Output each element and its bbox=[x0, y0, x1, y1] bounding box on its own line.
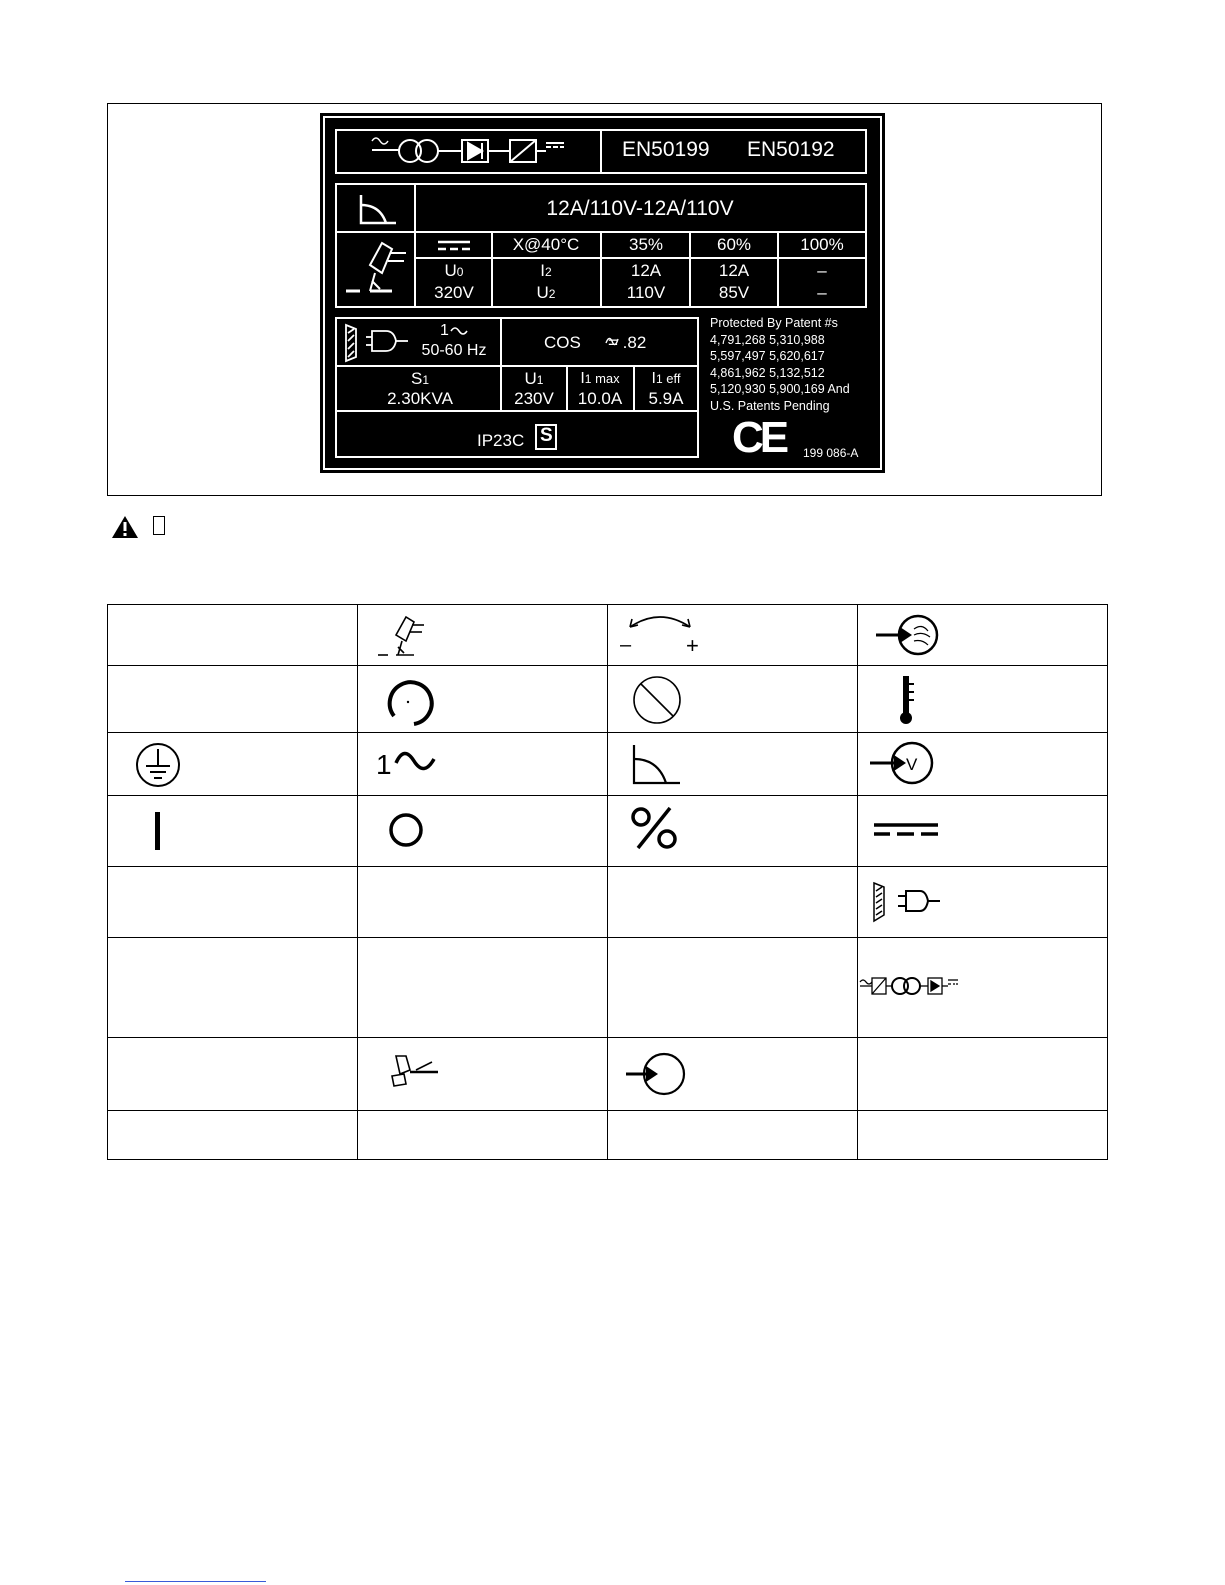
u0-label: U0 bbox=[444, 261, 464, 280]
u2-35: 110V bbox=[626, 283, 666, 302]
rating-plate-lines bbox=[320, 113, 885, 473]
i1max-value: 10.0A bbox=[577, 389, 623, 408]
symbol-cell bbox=[608, 867, 858, 938]
standard-1: EN50199 bbox=[622, 138, 710, 161]
symbol-cell bbox=[358, 796, 608, 867]
protective-earth-icon bbox=[132, 740, 192, 790]
svg-text:–: – bbox=[620, 634, 632, 656]
symbol-cell bbox=[608, 605, 858, 666]
i1eff-label: I1 eff bbox=[651, 370, 681, 387]
line-connection-icon bbox=[870, 879, 960, 929]
symbol-cell bbox=[858, 938, 1108, 1038]
symbol-cell bbox=[358, 733, 608, 796]
s-mark: S bbox=[540, 425, 553, 446]
rating-plate bbox=[320, 113, 885, 473]
part-number: 199 086-A bbox=[803, 446, 859, 460]
svg-text:+: + bbox=[686, 633, 699, 658]
symbol-cell bbox=[358, 1111, 608, 1160]
gas-input-icon bbox=[872, 613, 952, 663]
duty-100: 100% bbox=[800, 235, 844, 254]
footer-rule bbox=[125, 1581, 266, 1582]
thermometer-icon bbox=[896, 674, 936, 734]
off-icon bbox=[388, 812, 438, 862]
symbol-cell bbox=[108, 733, 358, 796]
symbol-cell bbox=[358, 605, 608, 666]
warning-icon bbox=[110, 514, 140, 540]
output-control-icon bbox=[382, 672, 442, 732]
symbol-cell bbox=[608, 1038, 858, 1111]
electrode-holder-icon bbox=[376, 611, 436, 661]
u1-label: U1 bbox=[524, 369, 544, 388]
voltage-input-icon bbox=[868, 739, 948, 789]
symbol-cell bbox=[858, 666, 1108, 733]
ce-mark: CE bbox=[732, 413, 786, 462]
symbol-cell bbox=[108, 867, 358, 938]
symbol-cell bbox=[358, 1038, 608, 1111]
constant-current-curve-icon bbox=[361, 195, 396, 223]
adjust-range-icon bbox=[618, 611, 708, 661]
patent-list: Protected By Patent #s 4,791,268 5,310,988 5,597,497 5,620,617 4,861,962 5,132,512 5,120,930 5,900,169 And U.S. Patents Pending bbox=[710, 316, 850, 413]
ip-rating: IP23C bbox=[477, 431, 525, 450]
s1-value: 2.30KVA bbox=[387, 389, 453, 408]
direct-current-icon bbox=[872, 820, 952, 850]
tig-torch-icon bbox=[388, 1052, 458, 1102]
s1-label: S1 bbox=[410, 369, 430, 388]
power-factor-label: COS bbox=[544, 333, 581, 352]
symbol-cell bbox=[608, 796, 858, 867]
u2-100: – bbox=[817, 283, 827, 302]
phase-count: 1 bbox=[440, 322, 449, 339]
constant-current-curve-icon bbox=[630, 739, 700, 789]
electrode-holder-icon bbox=[346, 243, 406, 291]
prohibited-icon bbox=[630, 674, 690, 734]
u0-value: 320V bbox=[434, 283, 474, 302]
symbol-cell bbox=[858, 1038, 1108, 1111]
symbol-cell bbox=[108, 1038, 358, 1111]
input-icon bbox=[624, 1052, 704, 1102]
i2-label: I2 bbox=[540, 261, 552, 280]
i1max-label: I1 max bbox=[580, 370, 620, 387]
frequency: 50-60 Hz bbox=[421, 342, 487, 359]
symbol-cell bbox=[608, 733, 858, 796]
duty-60: 60% bbox=[716, 235, 752, 254]
standard-2: EN50192 bbox=[747, 138, 835, 161]
power-factor-value: = .82 bbox=[608, 333, 647, 352]
symbol-table bbox=[107, 604, 1108, 1160]
i2-35: 12A bbox=[630, 261, 662, 280]
i2-60: 12A bbox=[718, 261, 750, 280]
percent-icon bbox=[630, 806, 690, 856]
symbol-cell bbox=[358, 938, 608, 1038]
symbol-cell bbox=[108, 796, 358, 867]
single-phase-ac-icon bbox=[374, 741, 464, 791]
symbol-cell bbox=[108, 605, 358, 666]
symbol-cell bbox=[858, 796, 1108, 867]
symbol-cell bbox=[358, 666, 608, 733]
symbol-cell bbox=[608, 938, 858, 1038]
symbol-cell bbox=[358, 867, 608, 938]
symbol-cell bbox=[608, 1111, 858, 1160]
inverter-diagram-icon bbox=[858, 974, 968, 1014]
u2-60: 85V bbox=[718, 283, 750, 302]
svg-text:V: V bbox=[906, 755, 918, 774]
i2-100: – bbox=[817, 261, 827, 280]
symbol-cell bbox=[858, 1111, 1108, 1160]
direct-current-icon bbox=[438, 242, 470, 249]
symbol-cell bbox=[858, 733, 1108, 796]
symbol-cell bbox=[108, 666, 358, 733]
missing-glyph-box bbox=[153, 516, 165, 535]
symbol-cell bbox=[108, 1111, 358, 1160]
duty-cycle-header: X@40°C bbox=[512, 235, 580, 254]
duty-35: 35% bbox=[628, 235, 664, 254]
on-icon bbox=[152, 810, 172, 860]
symbol-cell bbox=[858, 867, 1108, 938]
line-connection-icon bbox=[346, 325, 408, 361]
inverter-diagram-icon bbox=[372, 138, 564, 162]
symbol-cell bbox=[858, 605, 1108, 666]
u1-value: 230V bbox=[514, 389, 554, 408]
u2-label: U2 bbox=[536, 283, 556, 302]
symbol-cell bbox=[108, 938, 358, 1038]
symbol-cell bbox=[608, 666, 858, 733]
i1eff-value: 5.9A bbox=[648, 389, 684, 408]
svg-text:1: 1 bbox=[376, 749, 392, 780]
output-range: 12A/110V-12A/110V bbox=[546, 197, 734, 220]
